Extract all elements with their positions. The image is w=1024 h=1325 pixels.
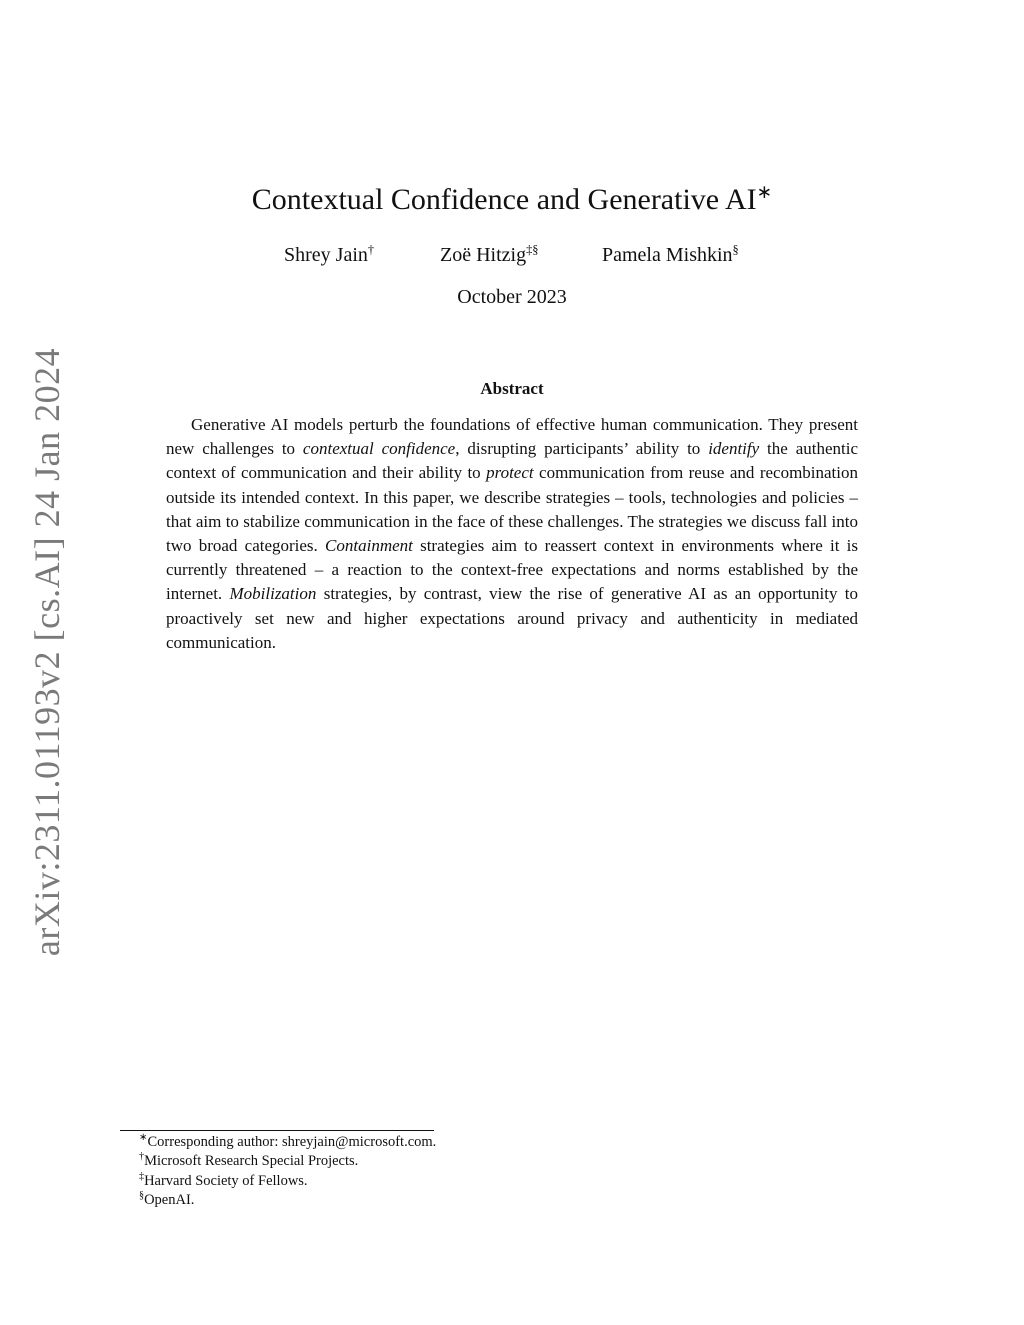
author-zoe-hitzig — [440, 244, 538, 267]
footnote-text: Harvard Society of Fellows. — [144, 1172, 308, 1189]
abstract-segment: Generative AI models perturb the foundations of effective human communication. They present new challenges to — [166, 415, 858, 459]
author-name: Pamela Mishkin — [602, 244, 733, 266]
footnote-text: OpenAI. — [144, 1191, 195, 1208]
footnote-mark: ∗ — [139, 1132, 148, 1144]
footnote-mark: § — [139, 1190, 145, 1202]
abstract-emphasis: Mobilization — [229, 584, 317, 604]
author-affiliation-marks[interactable]: ‡§ — [526, 242, 539, 257]
abstract-segment: strategies aim to reassert context in environments where it is currently threatened – a reaction to the context-free expectations and norms established by the internet. — [166, 536, 858, 604]
title-footnote-mark[interactable]: ∗ — [756, 182, 773, 203]
paper-title-text: Contextual Confidence and Generative AI — [251, 183, 757, 216]
abstract-segment: the authentic context of communication and their ability to — [166, 439, 858, 483]
abstract-body — [166, 413, 858, 655]
abstract-emphasis: Containment — [325, 536, 413, 556]
abstract-segment: strategies, by contrast, view the rise of generative AI as an opportunity to proactively set new and higher expectations around privacy and authenticity in mediated communication. — [166, 584, 858, 652]
footnote-text: Corresponding author: shreyjain@microsoft.com. — [147, 1134, 437, 1150]
abstract-heading: Abstract — [480, 379, 544, 398]
abstract-emphasis: protect — [486, 463, 534, 483]
abstract-segment: communication from reuse and recombination outside its intended context. In this paper, we describe strategies – tools, technologies and policies – that aim to stabilize communication in the face of these challenges. The strategies we discuss fall into two broad categories. — [166, 463, 859, 556]
author-name: Shrey Jain — [284, 244, 368, 266]
footnote-mark: † — [139, 1151, 145, 1163]
author-affiliation-marks[interactable]: § — [732, 242, 739, 257]
abstract-emphasis: identify — [708, 439, 760, 459]
footnote-mark: ‡ — [139, 1170, 145, 1182]
footnote-affiliation-openai — [139, 1191, 436, 1210]
footnote-affiliation-harvard — [139, 1172, 436, 1191]
publication-date: October 2023 — [457, 286, 567, 308]
footnote-text: Microsoft Research Special Projects. — [144, 1153, 359, 1170]
abstract-segment: , disrupting participants’ ability to — [455, 439, 709, 459]
arxiv-identifier-stamp[interactable]: arXiv:2311.01193v2 [cs.AI] 24 Jan 2024 — [27, 347, 67, 957]
footnote-affiliation-microsoft — [139, 1152, 436, 1171]
abstract-emphasis: contextual confidence — [302, 439, 456, 459]
author-affiliation-marks[interactable]: † — [367, 242, 375, 257]
author-name: Zoë Hitzig — [440, 244, 527, 266]
author-shrey-jain — [284, 244, 374, 267]
footnotes — [139, 1133, 436, 1210]
author-pamela-mishkin — [602, 244, 739, 267]
paper-title — [0, 183, 1024, 217]
footnote-divider — [120, 1130, 434, 1131]
footnote-corresponding-author — [139, 1133, 436, 1152]
